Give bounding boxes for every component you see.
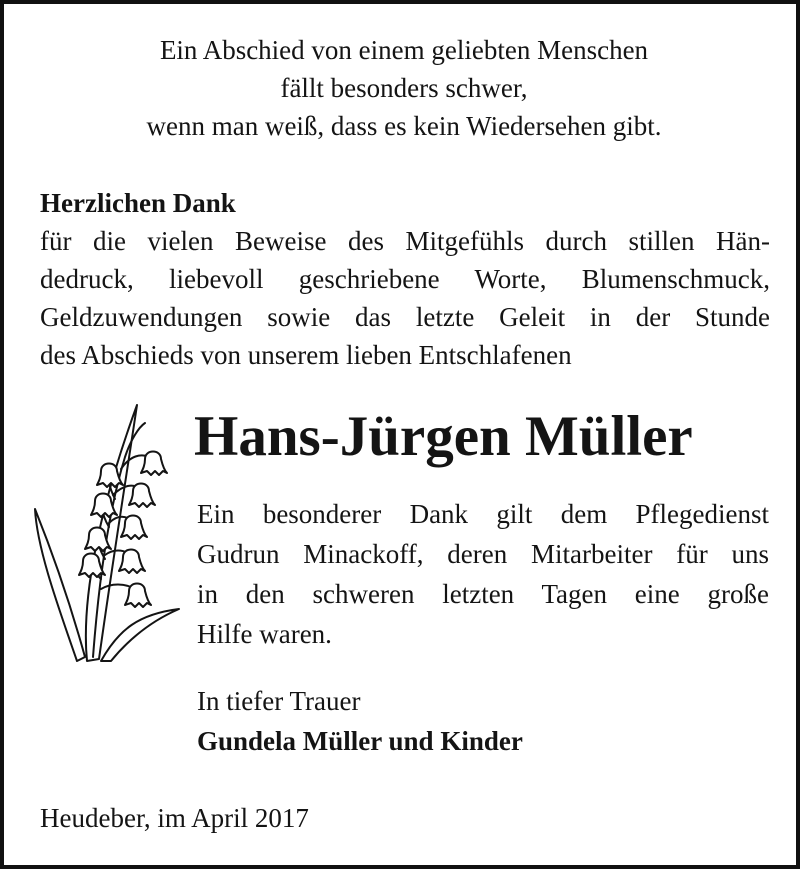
lily-of-the-valley-icon [29,399,189,664]
special-thanks-line-3: in den schweren letzten Tagen eine große [197,579,769,609]
poem-line-2: fällt besonders schwer, [280,73,528,103]
family-names: Gundela Müller und Kinder [197,726,523,756]
signature-block [197,681,523,761]
poem-line-3: wenn man weiß, dass es kein Wiedersehen gibt. [146,111,662,141]
thanks-line-1: für die vielen Beweise des Mitgefühls durch stillen Hän- [40,226,770,256]
special-thanks-section [197,494,769,654]
special-thanks-line-1: Ein besonderer Dank gilt dem Pflegedienst [197,499,769,529]
mourning-phrase: In tiefer Trauer [197,686,361,716]
special-thanks-line-2: Gudrun Minackoff, deren Mitarbeiter für uns [197,539,769,569]
thanks-line-3: Geldzuwendungen sowie das letzte Geleit in der Stunde [40,302,770,332]
thanks-line-4: des Abschieds von unserem lieben Entschlafenen [40,340,572,370]
thanks-line-2: dedruck, liebevoll geschriebene Worte, Blumenschmuck, [40,264,770,294]
special-thanks-line-4: Hilfe waren. [197,619,332,649]
deceased-name: Hans-Jürgen Müller [194,405,693,468]
thanks-heading: Herzlichen Dank [40,188,236,218]
place-and-date: Heudeber, im April 2017 [40,803,309,833]
poem-line-1: Ein Abschied von einem geliebten Menschen [159,35,649,65]
thanks-section [40,184,770,374]
memorial-poem [4,31,800,145]
